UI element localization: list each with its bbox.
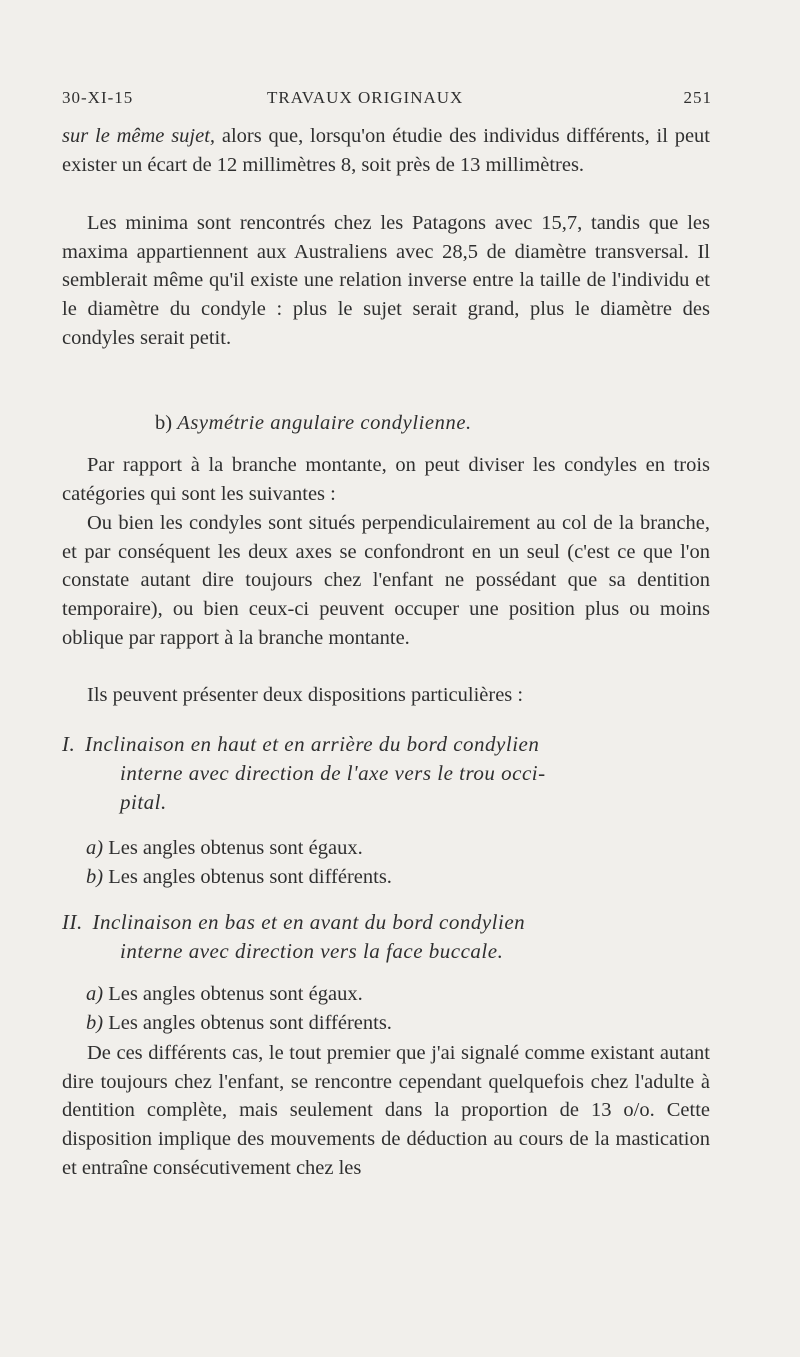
- case-one-line-1: Inclinaison en haut et en arrière du bord condylien: [85, 732, 540, 756]
- paragraph-text: alors que, lorsqu'on étudie des individus différents, il peut exister un écart de 12 millimètres 8, soit près de 13 millimètres.: [62, 125, 711, 176]
- paragraph-categories: Par rapport à la branche montante, on peut diviser les condyles en trois catégories qui sont les suivantes :: [62, 454, 710, 505]
- item-text: Les angles obtenus sont différents.: [103, 866, 392, 888]
- paragraph-dispositions: Ils peuvent présenter deux dispositions particulières :: [87, 684, 524, 706]
- item-letter: a): [86, 983, 104, 1005]
- case-one-number: I.: [62, 732, 76, 756]
- case-two-item-b: [86, 1009, 706, 1038]
- page-header: [62, 88, 712, 114]
- item-letter: b): [86, 1012, 104, 1034]
- header-date: 30-XI-15: [62, 88, 134, 107]
- running-title: TRAVAUX ORIGINAUX: [267, 88, 464, 107]
- case-one-item-b: [86, 863, 706, 892]
- section-heading: [155, 409, 800, 438]
- italic-phrase: sur le même sujet,: [62, 125, 216, 147]
- case-one-line-3: pital.: [120, 790, 167, 814]
- section-label: b): [155, 412, 173, 434]
- item-letter: a): [86, 837, 104, 859]
- case-two-item-a: [86, 980, 706, 1009]
- case-two-heading: [62, 908, 712, 966]
- paragraph-conclusion: De ces différents cas, le tout premier que j'ai signalé comme existant autant dire toujours chez l'enfant, se rencontre cependant quelquefois chez l'adulte à dentition complète, mais seulement dans la proportion de 13 o/o. Cette disposition implique des mouvements de déduction au cours de la mastication et entraîne consécutivement chez les: [62, 1042, 710, 1179]
- item-text: Les angles obtenus sont différents.: [103, 1012, 392, 1034]
- page-number: 251: [683, 88, 712, 107]
- paragraph-perpendicular: Ou bien les condyles sont situés perpendiculairement au col de la branche, et par conséquent les deux axes se confondront en un seul (c'est ce que l'on constate autant dire toujours chez l'enfant ne possédant que sa dentition temporaire), ou bien ceux-ci peuvent occuper une position plus ou moins oblique par rapport à la branche montante.: [62, 512, 710, 649]
- case-two-line-1: Inclinaison en bas et en avant du bord condylien: [92, 910, 526, 934]
- section-title: Asymétrie angulaire condylienne.: [177, 412, 472, 434]
- paragraph-minima-maxima: Les minima sont rencontrés chez les Patagons avec 15,7, tandis que les maxima appartiennent aux Australiens avec 28,5 de diamètre transversal. Il semblerait même qu'il existe une relation inverse entre la taille de l'individu et le diamètre du condyle : plus le sujet serait grand, plus le diamètre des condyles serait petit.: [62, 212, 710, 349]
- item-text: Les angles obtenus sont égaux.: [103, 837, 363, 859]
- case-two-line-2: interne avec direction vers la face buccale.: [120, 939, 504, 963]
- item-text: Les angles obtenus sont égaux.: [103, 983, 363, 1005]
- case-two-number: II.: [62, 910, 83, 934]
- case-one-heading: [62, 730, 712, 817]
- item-letter: b): [86, 866, 104, 888]
- case-one-line-2: interne avec direction de l'axe vers le trou occi-: [120, 761, 546, 785]
- paragraph-continuation: [62, 122, 710, 179]
- case-one-item-a: [86, 834, 706, 863]
